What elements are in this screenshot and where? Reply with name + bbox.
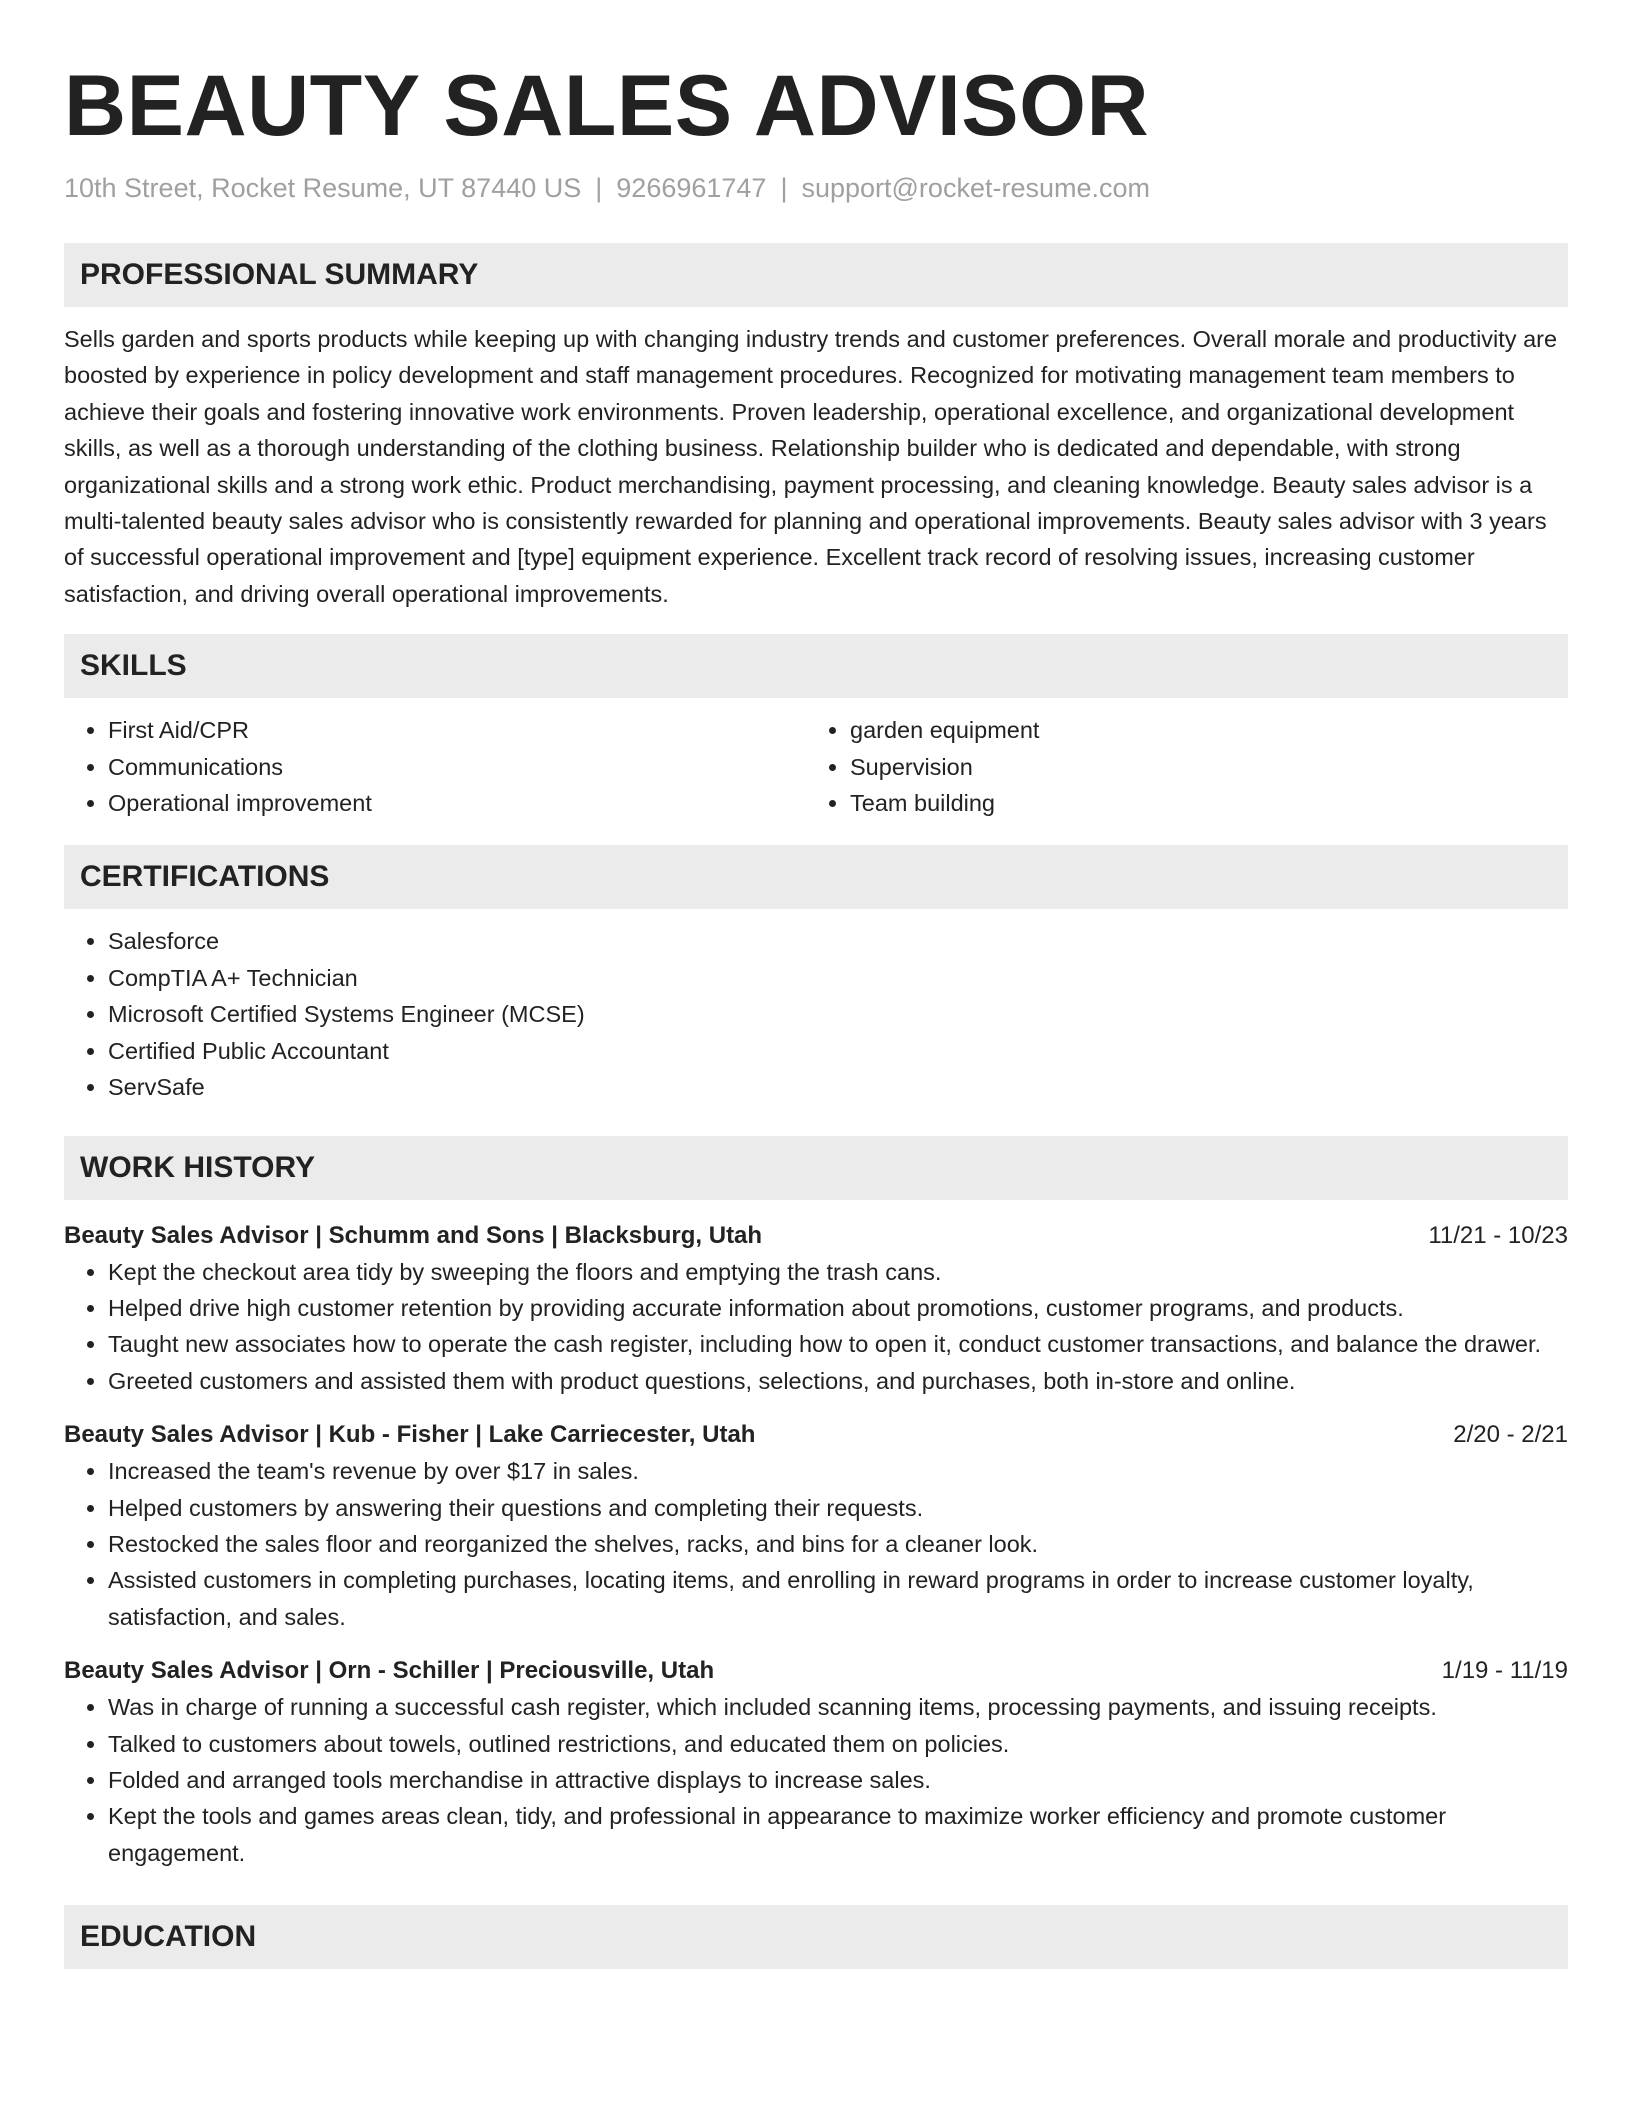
section-heading-certifications: CERTIFICATIONS	[64, 845, 1568, 909]
section-heading-education: EDUCATION	[64, 1905, 1568, 1969]
job-bullet: • Helped drive high customer retention by providing accurate information about promotions, customer programs, and products.	[108, 1290, 1568, 1326]
skill-item: • Operational improvement	[108, 785, 806, 821]
contact-address: 10th Street, Rocket Resume, UT 87440 US	[64, 173, 582, 203]
certification-item: • CompTIA A+ Technician	[108, 960, 1568, 996]
job-bullet: • Talked to customers about towels, outlined restrictions, and educated them on policies.	[108, 1726, 1568, 1762]
job-bullet: • Increased the team's revenue by over $17 in sales.	[108, 1453, 1568, 1489]
job-entry	[64, 1417, 1568, 1635]
skill-item: • garden equipment	[850, 712, 1548, 748]
job-header	[64, 1417, 1568, 1453]
contact-line	[64, 170, 1568, 206]
job-bullet: • Assisted customers in completing purchases, locating items, and enrolling in reward programs in order to increase customer loyalty, satisfaction, and sales.	[108, 1562, 1568, 1635]
certification-item: • Microsoft Certified Systems Engineer (MCSE)	[108, 996, 1568, 1032]
skill-item: • Supervision	[850, 749, 1548, 785]
certifications-list	[64, 923, 1568, 1105]
skills-grid	[64, 712, 1568, 821]
contact-separator: |	[780, 173, 788, 203]
job-bullets	[64, 1254, 1568, 1400]
section-heading-skills: SKILLS	[64, 634, 1568, 698]
job-header	[64, 1653, 1568, 1689]
job-entry	[64, 1653, 1568, 1871]
skill-item: • First Aid/CPR	[108, 712, 806, 748]
certification-item: • Certified Public Accountant	[108, 1033, 1568, 1069]
skill-item: • Communications	[108, 749, 806, 785]
skills-column-left	[64, 712, 806, 821]
job-bullet: • Kept the checkout area tidy by sweeping the floors and emptying the trash cans.	[108, 1254, 1568, 1290]
job-title: Beauty Sales Advisor | Kub - Fisher | Lake Carriecester, Utah	[64, 1421, 756, 1449]
contact-email: support@rocket-resume.com	[801, 173, 1150, 203]
section-heading-summary: PROFESSIONAL SUMMARY	[64, 243, 1568, 307]
certification-item: • Salesforce	[108, 923, 1568, 959]
job-bullet: • Folded and arranged tools merchandise in attractive displays to increase sales.	[108, 1762, 1568, 1798]
contact-separator: |	[595, 173, 603, 203]
job-header	[64, 1218, 1568, 1254]
job-dates: 1/19 - 11/19	[1441, 1657, 1568, 1685]
job-bullet: • Taught new associates how to operate the cash register, including how to open it, conduct customer transactions, and balance the drawer.	[108, 1326, 1568, 1362]
job-entry	[64, 1218, 1568, 1400]
summary-text: Sells garden and sports products while keeping up with changing industry trends and customer preferences. Overall morale and productivity are boosted by experience in policy development and staff management procedures. Recognized for motivating management team members to achieve their goals and fostering innovative work environments. Proven leadership, operational excellence, and organizational development skills, as well as a thorough understanding of the clothing business. Relationship builder who is dedicated and dependable, with strong organizational skills and a strong work ethic. Product merchandising, payment processing, and cleaning knowledge. Beauty sales advisor is a multi-talented beauty sales advisor who is consistently rewarded for planning and operational improvements. Beauty sales advisor with 3 years of successful operational improvement and [type] equipment experience. Excellent track record of resolving issues, increasing customer satisfaction, and driving overall operational improvements.	[64, 326, 1558, 607]
job-title: Beauty Sales Advisor | Orn - Schiller | Preciousville, Utah	[64, 1657, 715, 1685]
certification-item: • ServSafe	[108, 1069, 1568, 1105]
job-bullet: • Was in charge of running a successful cash register, which included scanning items, processing payments, and issuing receipts.	[108, 1689, 1568, 1725]
candidate-name: BEAUTY SALES ADVISOR	[64, 58, 1150, 154]
skills-list-left	[64, 712, 806, 821]
resume-page	[64, 56, 1568, 1969]
job-bullet: • Restocked the sales floor and reorganized the shelves, racks, and bins for a cleaner look.	[108, 1526, 1568, 1562]
skills-list-right	[806, 712, 1548, 821]
job-bullet: • Greeted customers and assisted them with product questions, selections, and purchases, both in-store and online.	[108, 1363, 1568, 1399]
job-bullets	[64, 1689, 1568, 1871]
job-dates: 2/20 - 2/21	[1453, 1421, 1568, 1449]
skill-item: • Team building	[850, 785, 1548, 821]
job-title: Beauty Sales Advisor | Schumm and Sons | Blacksburg, Utah	[64, 1221, 763, 1249]
section-heading-work-history: WORK HISTORY	[64, 1136, 1568, 1200]
job-bullet: • Kept the tools and games areas clean, tidy, and professional in appearance to maximize worker efficiency and promote customer engagement.	[108, 1798, 1568, 1871]
job-dates: 11/21 - 10/23	[1428, 1221, 1568, 1249]
skills-column-right	[806, 712, 1548, 821]
contact-phone: 9266961747	[616, 173, 767, 203]
job-bullet: • Helped customers by answering their questions and completing their requests.	[108, 1490, 1568, 1526]
job-bullets	[64, 1453, 1568, 1635]
